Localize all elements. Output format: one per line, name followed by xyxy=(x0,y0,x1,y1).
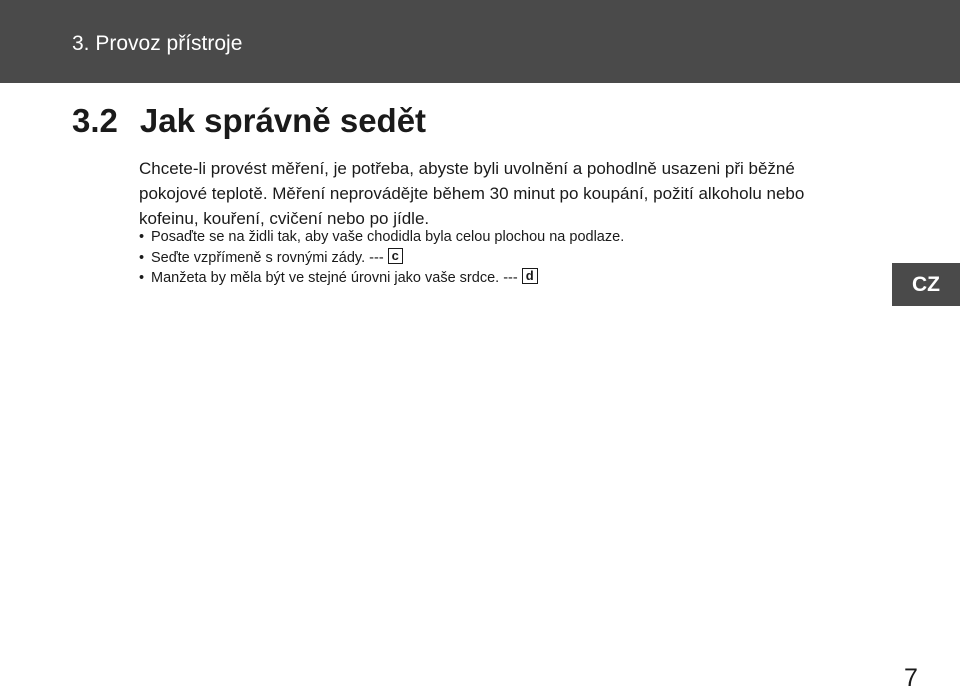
bullet-marker: • xyxy=(139,270,145,286)
list-item-text: Posaďte se na židli tak, aby vaše chodidla byla celou plochou na podlaze. xyxy=(151,229,625,245)
language-tab: CZ xyxy=(892,263,960,306)
section-heading xyxy=(72,102,426,140)
intro-paragraph: Chcete-li provést měření, je potřeba, abyste byli uvolnění a pohodlně usazeni při běžné pokojové teplotě. Měření neprovádějte během 30 minut po koupání, požití alkoholu nebo kofeinu, kouření, cvičení nebo po jídle. xyxy=(139,159,805,228)
list-item-text: Seďte vzpřímeně s rovnými zády. --- xyxy=(151,249,384,266)
chapter-title: 3. Provoz přístroje xyxy=(72,32,243,55)
section-number: 3.2 xyxy=(72,102,118,139)
list-item xyxy=(139,268,859,289)
list-item xyxy=(139,248,859,269)
bullet-marker: • xyxy=(139,249,145,266)
section-title: Jak správně sedět xyxy=(139,102,427,139)
figure-ref-c: c xyxy=(388,248,403,264)
page-number: 7 xyxy=(904,664,918,692)
header-band xyxy=(0,0,960,83)
list-item-text: Manžeta by měla být ve stejné úrovni jako vaše srdce. --- xyxy=(151,270,518,286)
bullet-marker: • xyxy=(139,229,145,245)
list-item xyxy=(139,228,859,248)
instruction-list xyxy=(139,228,859,289)
figure-ref-d: d xyxy=(522,268,538,284)
